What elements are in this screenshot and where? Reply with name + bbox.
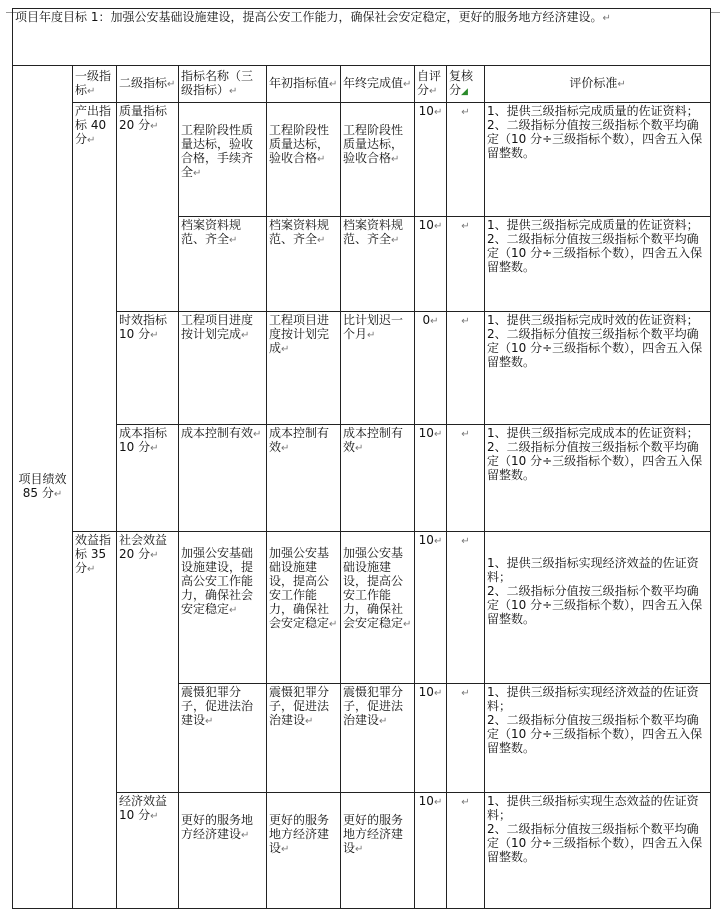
criteria: 1、提供三级指标实现经济效益的佐证资料； 2、二级指标分值按三级指标个数平均确定（10 分÷三级指标个数），四舍五入保留整数。 xyxy=(485,532,711,684)
indicator-name: 档案资料规范、齐全↵ xyxy=(179,217,267,312)
criteria: 1、提供三级指标实现经济效益的佐证资料； 2、二级指标分值按三级指标个数平均确定（10 分÷三级指标个数），四舍五入保留整数。 xyxy=(485,684,711,793)
self-score: 10↵ xyxy=(415,684,447,793)
table-row xyxy=(13,425,711,532)
review-score: ↵ xyxy=(447,312,485,425)
indicator-name: 震慑犯罪分子，促进法治建设↵ xyxy=(179,684,267,793)
level2-social: 社会效益 20 分↵ xyxy=(117,532,179,793)
table-row xyxy=(13,103,711,217)
end-value: 成本控制有效↵ xyxy=(341,425,415,532)
self-score: 10↵ xyxy=(415,217,447,312)
indicator-name: 成本控制有效↵ xyxy=(179,425,267,532)
level2-cost: 成本指标 10 分↵ xyxy=(117,425,179,532)
indicator-name: 工程阶段性质量达标，验收合格，手续齐全↵ xyxy=(179,103,267,217)
cell-marker-icon: ◢ xyxy=(461,87,468,97)
end-value: 更好的服务地方经济建设↵ xyxy=(341,793,415,909)
self-score: 10↵ xyxy=(415,425,447,532)
start-value: 成本控制有效↵ xyxy=(267,425,341,532)
table-row xyxy=(13,312,711,425)
indicator-name: 更好的服务地方经济建设↵ xyxy=(179,793,267,909)
review-score: ↵ xyxy=(447,103,485,217)
review-score: ↵ xyxy=(447,793,485,909)
end-value: 比计划迟一个月↵ xyxy=(341,312,415,425)
crop-mark-top-right xyxy=(710,2,720,13)
self-score: 10↵ xyxy=(415,103,447,217)
end-value: 加强公安基础设施建设，提高公安工作能力，确保社会安定稳定↵ xyxy=(341,532,415,684)
start-value: 加强公安基础设施建设，提高公安工作能力，确保社会安定稳定↵ xyxy=(267,532,341,684)
criteria: 1、提供三级指标实现生态效益的佐证资料； 2、二级指标分值按三级指标个数平均确定（10 分÷三级指标个数），四舍五入保留整数。 xyxy=(485,793,711,909)
start-value: 工程项目进度按计划完成↵ xyxy=(267,312,341,425)
goal-text: 项目年度目标 1：加强公安基础设施建设，提高公安工作能力，确保社会安定稳定，更好的服务地方经济建设。 xyxy=(15,10,603,24)
level2-economic: 经济效益 10 分↵ xyxy=(117,793,179,909)
table-row xyxy=(13,532,711,684)
criteria: 1、提供三级指标完成成本的佐证资料； 2、二级指标分值按三级指标个数平均确定（10 分÷三级指标个数），四舍五入保留整数。 xyxy=(485,425,711,532)
start-value: 更好的服务地方经济建设↵ xyxy=(267,793,341,909)
level2-timeliness: 时效指标 10 分↵ xyxy=(117,312,179,425)
end-value: 工程阶段性质量达标，验收合格↵ xyxy=(341,103,415,217)
performance-table xyxy=(12,8,711,909)
end-value: 档案资料规范、齐全↵ xyxy=(341,217,415,312)
table-header-row xyxy=(13,66,711,103)
header-level1: 一级指标↵ xyxy=(73,66,117,103)
project-goal xyxy=(13,9,711,66)
indicator-name: 工程项目进度按计划完成↵ xyxy=(179,312,267,425)
review-score: ↵ xyxy=(447,532,485,684)
table-row xyxy=(13,793,711,909)
self-score: 0↵ xyxy=(415,312,447,425)
level1-output: 产出指标 40 分↵ xyxy=(73,103,117,532)
paragraph-mark-icon: ↵ xyxy=(602,13,611,24)
review-score: ↵ xyxy=(447,217,485,312)
header-level3: 指标名称（三级指标）↵ xyxy=(179,66,267,103)
level2-quality: 质量指标 20 分↵ xyxy=(117,103,179,312)
start-value: 震慑犯罪分子，促进法治建设↵ xyxy=(267,684,341,793)
criteria: 1、提供三级指标完成质量的佐证资料； 2、二级指标分值按三级指标个数平均确定（10 分÷三级指标个数），四舍五入保留整数。 xyxy=(485,103,711,217)
criteria: 1、提供三级指标完成质量的佐证资料； 2、二级指标分值按三级指标个数平均确定（10 分÷三级指标个数），四舍五入保留整数。 xyxy=(485,217,711,312)
criteria: 1、提供三级指标完成时效的佐证资料； 2、二级指标分值按三级指标个数平均确定（10 分÷三级指标个数），四舍五入保留整数。 xyxy=(485,312,711,425)
header-self-score: 自评分↵ xyxy=(415,66,447,103)
header-end-value: 年终完成值↵ xyxy=(341,66,415,103)
start-value: 档案资料规范、齐全↵ xyxy=(267,217,341,312)
header-level2: 二级指标↵ xyxy=(117,66,179,103)
self-score: 10↵ xyxy=(415,532,447,684)
review-score: ↵ xyxy=(447,425,485,532)
end-value: 震慑犯罪分子，促进法治建设↵ xyxy=(341,684,415,793)
indicator-name: 加强公安基础设施建设，提高公安工作能力，确保社会安定稳定↵ xyxy=(179,532,267,684)
performance-label: 项目绩效 85 分 xyxy=(18,472,67,500)
self-score: 10↵ xyxy=(415,793,447,909)
header-criteria: 评价标准↵ xyxy=(485,66,711,103)
review-score: ↵ xyxy=(447,684,485,793)
start-value: 工程阶段性质量达标，验收合格↵ xyxy=(267,103,341,217)
performance-cell: 项目绩效 85 分↵ xyxy=(13,66,73,909)
header-review: 复核分◢ xyxy=(447,66,485,103)
header-start-value: 年初指标值↵ xyxy=(267,66,341,103)
level1-benefit: 效益指标 35 分↵ xyxy=(73,532,117,909)
